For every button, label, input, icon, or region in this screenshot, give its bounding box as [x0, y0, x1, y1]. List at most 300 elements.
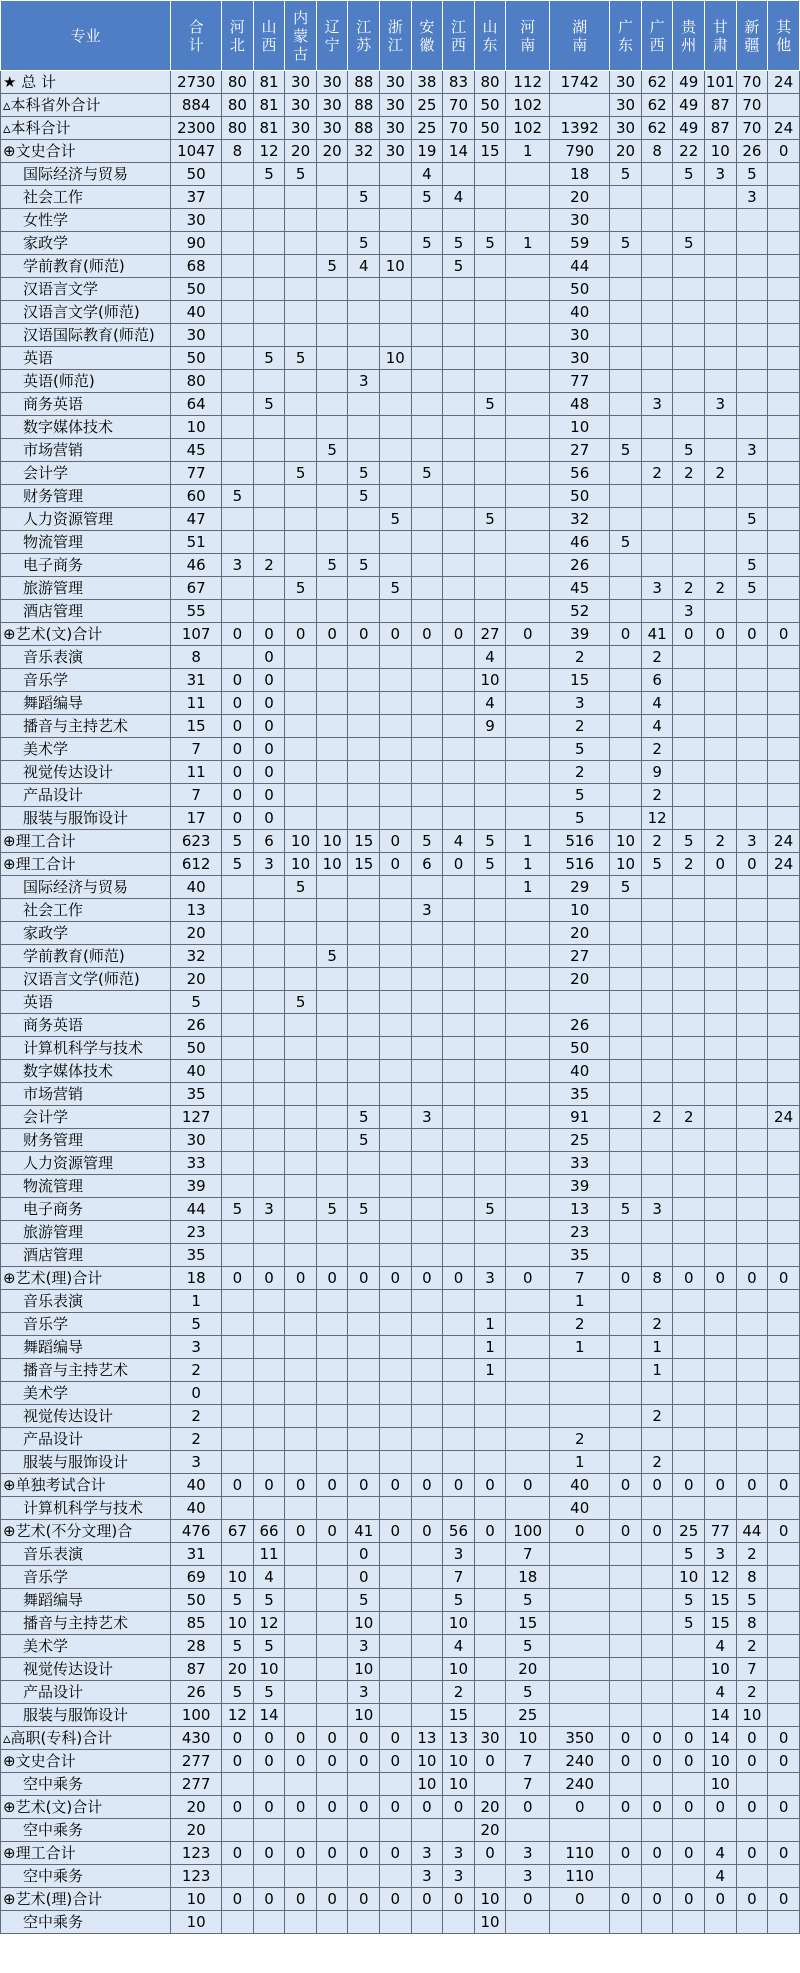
province-quota-cell	[610, 945, 642, 968]
province-quota-cell	[443, 485, 475, 508]
province-quota-cell	[316, 715, 348, 738]
major-name: 美术学	[1, 738, 171, 761]
major-name: 财务管理	[1, 1129, 171, 1152]
province-quota-cell	[443, 554, 475, 577]
province-quota-cell: 10	[506, 1727, 550, 1750]
province-quota-cell	[641, 1221, 673, 1244]
province-quota-cell: 77	[705, 1520, 737, 1543]
province-quota-cell	[285, 738, 317, 761]
province-quota-cell	[411, 1290, 443, 1313]
province-quota-cell: 0	[253, 1842, 285, 1865]
province-quota-cell	[253, 1175, 285, 1198]
province-quota-cell	[506, 692, 550, 715]
province-quota-cell	[443, 600, 475, 623]
province-quota-cell	[641, 278, 673, 301]
total-cell: 80	[171, 370, 222, 393]
province-quota-cell: 0	[610, 1842, 642, 1865]
major-row	[1, 1566, 800, 1589]
province-quota-cell: 0	[411, 1267, 443, 1290]
province-quota-cell	[610, 1336, 642, 1359]
province-quota-cell: 3	[222, 554, 254, 577]
province-quota-cell: 15	[474, 140, 506, 163]
province-quota-cell	[768, 186, 800, 209]
province-quota-cell	[506, 899, 550, 922]
province-quota-cell	[673, 876, 705, 899]
province-quota-cell	[380, 1911, 412, 1934]
province-quota-cell	[768, 899, 800, 922]
column-header-label: 内蒙古	[293, 8, 309, 63]
province-quota-cell	[673, 508, 705, 531]
province-quota-cell: 39	[550, 623, 610, 646]
major-name: 市场营销	[1, 439, 171, 462]
province-quota-cell	[705, 784, 737, 807]
province-quota-cell	[411, 715, 443, 738]
province-quota-cell	[673, 1911, 705, 1934]
major-row	[1, 1198, 800, 1221]
province-quota-cell	[316, 347, 348, 370]
province-quota-cell: 10	[474, 1911, 506, 1934]
province-quota-cell	[474, 784, 506, 807]
province-quota-cell	[768, 232, 800, 255]
province-quota-cell: 2	[673, 853, 705, 876]
major-row	[1, 1014, 800, 1037]
province-quota-cell	[222, 508, 254, 531]
province-quota-cell: 5	[411, 186, 443, 209]
province-quota-cell: 0	[768, 1474, 800, 1497]
major-name: 汉语言文学(师范)	[1, 301, 171, 324]
province-quota-cell: 2	[550, 715, 610, 738]
province-quota-cell: 24	[768, 1106, 800, 1129]
province-quota-cell: 10	[550, 899, 610, 922]
province-quota-cell	[222, 1428, 254, 1451]
province-quota-cell	[610, 1681, 642, 1704]
province-quota-cell	[641, 1543, 673, 1566]
total-cell: 123	[171, 1865, 222, 1888]
province-quota-cell	[705, 1014, 737, 1037]
province-quota-cell: 10	[443, 1658, 475, 1681]
province-quota-cell: 2	[673, 577, 705, 600]
province-quota-cell	[550, 1658, 610, 1681]
province-quota-cell	[411, 968, 443, 991]
province-quota-cell: 5	[474, 1198, 506, 1221]
subtotal-row	[1, 1796, 800, 1819]
province-quota-cell: 0	[736, 623, 768, 646]
province-quota-cell: 3	[641, 1198, 673, 1221]
total-cell: 31	[171, 669, 222, 692]
province-quota-cell	[736, 1060, 768, 1083]
province-quota-cell	[705, 1060, 737, 1083]
province-quota-cell: 3	[705, 163, 737, 186]
province-quota-cell: 41	[641, 623, 673, 646]
province-quota-cell: 10	[705, 1750, 737, 1773]
province-quota-cell	[222, 1911, 254, 1934]
province-quota-cell	[253, 278, 285, 301]
province-quota-cell: 5	[610, 531, 642, 554]
major-row	[1, 968, 800, 991]
province-quota-cell: 0	[673, 1750, 705, 1773]
province-quota-cell	[641, 347, 673, 370]
province-quota-cell: 2	[736, 1635, 768, 1658]
province-quota-cell	[285, 209, 317, 232]
province-quota-cell	[506, 485, 550, 508]
province-quota-cell	[768, 1451, 800, 1474]
province-quota-cell	[705, 646, 737, 669]
province-quota-cell: 0	[641, 1727, 673, 1750]
province-quota-cell	[506, 1221, 550, 1244]
province-quota-cell: 0	[641, 1842, 673, 1865]
province-quota-cell: 1	[641, 1336, 673, 1359]
province-quota-cell	[641, 370, 673, 393]
province-quota-cell: 41	[348, 1520, 380, 1543]
total-cell: 623	[171, 830, 222, 853]
province-quota-cell: 2	[705, 462, 737, 485]
province-quota-cell	[705, 715, 737, 738]
province-quota-cell	[768, 968, 800, 991]
province-quota-cell	[736, 600, 768, 623]
province-quota-cell	[610, 1865, 642, 1888]
province-quota-cell	[348, 393, 380, 416]
province-quota-cell	[316, 1290, 348, 1313]
province-quota-cell	[253, 324, 285, 347]
province-quota-cell	[673, 1290, 705, 1313]
province-quota-cell	[285, 1566, 317, 1589]
province-quota-cell: 0	[474, 1842, 506, 1865]
province-quota-cell	[768, 1313, 800, 1336]
province-quota-cell: 24	[768, 71, 800, 94]
province-quota-cell	[641, 1773, 673, 1796]
province-quota-cell	[506, 577, 550, 600]
province-quota-cell	[253, 968, 285, 991]
province-quota-cell	[411, 1060, 443, 1083]
major-name: 女性学	[1, 209, 171, 232]
province-quota-cell	[610, 485, 642, 508]
total-cell: 35	[171, 1083, 222, 1106]
province-quota-cell	[380, 462, 412, 485]
province-quota-cell	[705, 1037, 737, 1060]
province-quota-cell	[673, 669, 705, 692]
province-quota-cell: 0	[768, 1750, 800, 1773]
province-quota-cell	[506, 1175, 550, 1198]
province-quota-cell	[506, 209, 550, 232]
province-quota-cell	[443, 1244, 475, 1267]
province-quota-cell	[673, 416, 705, 439]
province-quota-cell: 0	[380, 1727, 412, 1750]
province-quota-cell	[474, 531, 506, 554]
subtotal-row	[1, 1888, 800, 1911]
province-quota-cell	[285, 600, 317, 623]
major-row	[1, 1060, 800, 1083]
province-quota-cell	[506, 991, 550, 1014]
province-quota-cell	[380, 1244, 412, 1267]
province-quota-cell	[736, 1037, 768, 1060]
province-quota-cell	[285, 416, 317, 439]
major-row	[1, 1336, 800, 1359]
province-quota-cell	[673, 1221, 705, 1244]
province-quota-cell	[380, 1382, 412, 1405]
major-name: 产品设计	[1, 1428, 171, 1451]
province-quota-cell: 15	[705, 1612, 737, 1635]
major-row	[1, 991, 800, 1014]
province-quota-cell: 6	[253, 830, 285, 853]
province-quota-cell	[411, 1589, 443, 1612]
province-quota-cell: 3	[411, 899, 443, 922]
province-quota-cell	[443, 1313, 475, 1336]
province-quota-cell	[443, 715, 475, 738]
province-quota-cell: 7	[550, 1267, 610, 1290]
province-quota-cell: 0	[506, 623, 550, 646]
province-quota-cell	[316, 899, 348, 922]
province-quota-cell: 30	[610, 117, 642, 140]
province-quota-cell: 2	[641, 1106, 673, 1129]
province-quota-cell	[443, 577, 475, 600]
province-quota-cell	[768, 876, 800, 899]
province-quota-cell	[506, 1290, 550, 1313]
province-quota-cell	[506, 1336, 550, 1359]
province-quota-cell	[705, 600, 737, 623]
province-quota-cell	[610, 669, 642, 692]
province-quota-cell: 0	[736, 1750, 768, 1773]
province-quota-cell	[474, 1704, 506, 1727]
province-quota-cell	[768, 1359, 800, 1382]
province-quota-cell	[411, 1451, 443, 1474]
province-quota-cell	[474, 991, 506, 1014]
province-quota-cell: 110	[550, 1842, 610, 1865]
province-quota-cell	[316, 1382, 348, 1405]
province-quota-cell: 2	[705, 830, 737, 853]
province-quota-cell	[380, 301, 412, 324]
total-cell: 67	[171, 577, 222, 600]
province-quota-cell: 1	[506, 232, 550, 255]
province-quota-cell	[316, 1819, 348, 1842]
province-quota-cell: 102	[506, 94, 550, 117]
province-quota-cell	[736, 945, 768, 968]
province-quota-cell	[641, 1152, 673, 1175]
major-name: ⊕艺术(不分文理)合	[1, 1520, 171, 1543]
province-quota-cell	[641, 1244, 673, 1267]
province-quota-cell: 5	[285, 577, 317, 600]
province-quota-cell	[768, 416, 800, 439]
province-quota-cell	[736, 1290, 768, 1313]
province-quota-cell	[348, 807, 380, 830]
province-quota-cell	[673, 1060, 705, 1083]
province-quota-cell	[768, 347, 800, 370]
province-quota-cell	[316, 669, 348, 692]
province-quota-cell	[222, 1060, 254, 1083]
province-quota-cell	[610, 416, 642, 439]
province-quota-cell: 5	[253, 163, 285, 186]
province-quota-cell	[610, 1704, 642, 1727]
total-cell: 40	[171, 1060, 222, 1083]
province-quota-cell	[474, 577, 506, 600]
major-name: 汉语言文学(师范)	[1, 968, 171, 991]
province-quota-cell: 10	[380, 347, 412, 370]
province-quota-cell: 0	[673, 1267, 705, 1290]
province-quota-cell	[506, 600, 550, 623]
province-quota-cell	[506, 186, 550, 209]
province-quota-cell: 5	[474, 853, 506, 876]
province-quota-cell	[506, 1359, 550, 1382]
major-name: 服装与服饰设计	[1, 807, 171, 830]
province-quota-cell: 0	[380, 830, 412, 853]
province-quota-cell	[380, 1290, 412, 1313]
major-name: 舞蹈编导	[1, 1589, 171, 1612]
province-quota-cell	[253, 1405, 285, 1428]
province-quota-cell	[253, 1221, 285, 1244]
total-cell: 45	[171, 439, 222, 462]
province-quota-cell: 5	[316, 255, 348, 278]
province-quota-cell	[768, 1221, 800, 1244]
province-quota-cell	[285, 1658, 317, 1681]
province-quota-cell	[474, 439, 506, 462]
province-quota-cell	[506, 1382, 550, 1405]
province-quota-cell: 0	[222, 1888, 254, 1911]
province-quota-cell	[443, 1152, 475, 1175]
province-quota-cell	[610, 1221, 642, 1244]
column-header-label: 湖南	[572, 17, 588, 54]
province-quota-cell: 12	[705, 1566, 737, 1589]
column-header-label: 辽宁	[324, 17, 340, 54]
province-quota-cell	[380, 1405, 412, 1428]
province-quota-cell	[474, 324, 506, 347]
province-quota-cell	[474, 370, 506, 393]
province-quota-cell: 2	[443, 1681, 475, 1704]
province-quota-cell: 3	[550, 692, 610, 715]
province-quota-cell	[316, 1175, 348, 1198]
province-quota-cell	[380, 1175, 412, 1198]
province-quota-cell	[705, 347, 737, 370]
province-quota-cell	[380, 1083, 412, 1106]
province-quota-cell	[641, 1704, 673, 1727]
province-quota-cell	[705, 991, 737, 1014]
province-quota-cell	[380, 991, 412, 1014]
province-quota-cell	[610, 1313, 642, 1336]
province-quota-cell	[316, 1497, 348, 1520]
province-quota-cell	[222, 600, 254, 623]
province-quota-cell: 0	[316, 1750, 348, 1773]
province-quota-cell: 0	[673, 623, 705, 646]
province-quota-cell	[673, 347, 705, 370]
province-quota-cell: 0	[474, 1520, 506, 1543]
province-quota-cell	[380, 278, 412, 301]
province-quota-cell	[285, 1382, 317, 1405]
province-quota-cell: 5	[348, 1129, 380, 1152]
major-row	[1, 1589, 800, 1612]
column-header-3	[253, 1, 285, 71]
province-quota-cell	[641, 1819, 673, 1842]
province-quota-cell	[736, 1382, 768, 1405]
province-quota-cell	[380, 163, 412, 186]
province-quota-cell: 25	[550, 1129, 610, 1152]
province-quota-cell	[380, 1129, 412, 1152]
province-quota-cell	[222, 232, 254, 255]
province-quota-cell: 5	[380, 508, 412, 531]
province-quota-cell: 0	[348, 1750, 380, 1773]
province-quota-cell	[348, 1083, 380, 1106]
province-quota-cell	[285, 508, 317, 531]
province-quota-cell: 0	[506, 1267, 550, 1290]
province-quota-cell: 62	[641, 117, 673, 140]
province-quota-cell: 10	[348, 1658, 380, 1681]
province-quota-cell: 7	[443, 1566, 475, 1589]
major-name: 商务英语	[1, 1014, 171, 1037]
total-cell: 31	[171, 1543, 222, 1566]
province-quota-cell	[348, 1911, 380, 1934]
province-quota-cell	[411, 738, 443, 761]
column-header-label: 江西	[450, 17, 466, 54]
province-quota-cell: 25	[506, 1704, 550, 1727]
province-quota-cell: 10	[316, 830, 348, 853]
province-quota-cell: 9	[641, 761, 673, 784]
province-quota-cell	[550, 991, 610, 1014]
province-quota-cell	[673, 1451, 705, 1474]
province-quota-cell	[348, 945, 380, 968]
province-quota-cell	[768, 1336, 800, 1359]
province-quota-cell	[316, 1221, 348, 1244]
province-quota-cell	[285, 278, 317, 301]
province-quota-cell: 0	[736, 1267, 768, 1290]
province-quota-cell	[768, 807, 800, 830]
province-quota-cell	[506, 508, 550, 531]
province-quota-cell	[768, 278, 800, 301]
province-quota-cell	[411, 1336, 443, 1359]
province-quota-cell: 0	[443, 853, 475, 876]
province-quota-cell	[285, 669, 317, 692]
province-quota-cell	[253, 462, 285, 485]
province-quota-cell	[506, 669, 550, 692]
province-quota-cell: 20	[506, 1658, 550, 1681]
province-quota-cell	[285, 1497, 317, 1520]
major-name: 舞蹈编导	[1, 1336, 171, 1359]
province-quota-cell	[380, 945, 412, 968]
province-quota-cell	[610, 761, 642, 784]
province-quota-cell	[641, 1566, 673, 1589]
major-row	[1, 1359, 800, 1382]
province-quota-cell	[411, 577, 443, 600]
province-quota-cell: 0	[285, 1750, 317, 1773]
province-quota-cell: 0	[222, 1727, 254, 1750]
total-cell: 5	[171, 1313, 222, 1336]
province-quota-cell: 0	[253, 646, 285, 669]
total-cell: 33	[171, 1152, 222, 1175]
total-cell: 430	[171, 1727, 222, 1750]
province-quota-cell	[316, 485, 348, 508]
province-quota-cell	[411, 1037, 443, 1060]
province-quota-cell	[285, 1198, 317, 1221]
province-quota-cell: 10	[380, 255, 412, 278]
province-quota-cell	[443, 692, 475, 715]
province-quota-cell	[705, 416, 737, 439]
province-quota-cell	[348, 646, 380, 669]
province-quota-cell: 38	[411, 71, 443, 94]
province-quota-cell: 14	[705, 1704, 737, 1727]
province-quota-cell	[550, 1359, 610, 1382]
major-name: 播音与主持艺术	[1, 715, 171, 738]
province-quota-cell	[610, 370, 642, 393]
province-quota-cell	[768, 1589, 800, 1612]
province-quota-cell: 2	[641, 646, 673, 669]
province-quota-cell	[253, 1152, 285, 1175]
province-quota-cell	[736, 416, 768, 439]
province-quota-cell: 30	[316, 94, 348, 117]
province-quota-cell	[641, 1428, 673, 1451]
province-quota-cell	[673, 255, 705, 278]
province-quota-cell	[253, 1773, 285, 1796]
province-quota-cell: 0	[768, 1267, 800, 1290]
province-quota-cell	[285, 761, 317, 784]
province-quota-cell	[474, 922, 506, 945]
major-name: ⊕艺术(文)合计	[1, 623, 171, 646]
province-quota-cell	[348, 1428, 380, 1451]
